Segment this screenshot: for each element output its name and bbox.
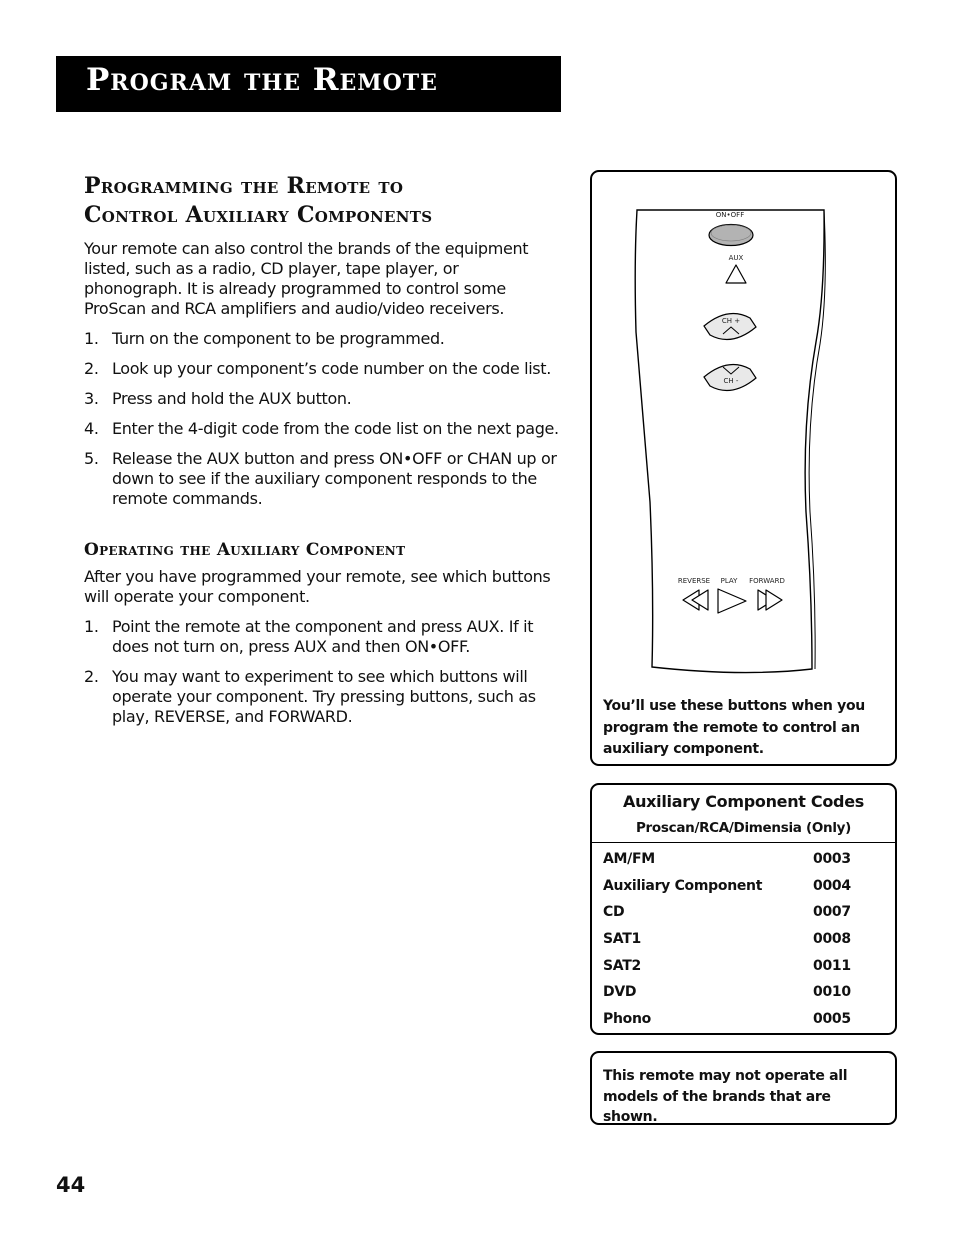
component-name: CD xyxy=(603,904,625,920)
component-name: DVD xyxy=(603,984,637,1000)
step-number: 2. xyxy=(84,667,99,686)
step-text: Enter the 4-digit code from the code list on the next page. xyxy=(112,419,559,438)
heading-line-1: Programming the Remote to xyxy=(84,173,404,199)
step-number: 3. xyxy=(84,389,99,408)
component-name: SAT2 xyxy=(603,957,641,974)
list-item xyxy=(84,667,560,727)
forward-label: FORWARD xyxy=(749,577,785,585)
codes-table-box xyxy=(590,783,897,1035)
component-code: 0005 xyxy=(813,1011,851,1027)
table-row xyxy=(603,878,885,898)
step-number: 2. xyxy=(84,359,99,378)
channel-down-label: CH - xyxy=(723,377,739,385)
play-label: PLAY xyxy=(720,577,738,585)
component-code: 0004 xyxy=(813,877,851,894)
on-off-label: ON•OFF xyxy=(715,211,745,219)
aux-label: AUX xyxy=(728,254,744,262)
heading-line-2: Control Auxiliary Components xyxy=(84,202,433,228)
programming-intro: Your remote can also control the brands of the equipment listed, such as a radio, CD player, tape player, or phonograph. It is already programmed to control some ProScan and RCA amplifiers and audio/video receivers. xyxy=(84,239,529,318)
codes-divider xyxy=(592,842,895,843)
reverse-label: REVERSE xyxy=(677,577,711,585)
table-row xyxy=(603,958,885,978)
note-box xyxy=(590,1051,897,1125)
step-number: 4. xyxy=(84,419,99,438)
step-text: Look up your component’s code number on the code list. xyxy=(112,359,551,378)
step-text: Press and hold the AUX button. xyxy=(112,389,352,408)
codes-title: Auxiliary Component Codes xyxy=(622,792,864,811)
list-item xyxy=(84,419,560,439)
step-text: You may want to experiment to see which buttons will operate your component. Try pressing buttons, such as play, REVERSE, and FORWARD. xyxy=(112,667,536,726)
table-row xyxy=(603,1011,885,1031)
table-row xyxy=(603,931,885,951)
list-item xyxy=(84,389,560,409)
list-item xyxy=(84,329,560,349)
step-number: 1. xyxy=(84,617,99,636)
step-text: Release the AUX button and press ON•OFF or CHAN up or down to see if the auxiliary component responds to the remote commands. xyxy=(112,449,557,508)
list-item xyxy=(84,617,560,657)
component-name: Auxiliary Component xyxy=(603,877,763,894)
instructions-column xyxy=(84,172,560,737)
page-title: Program the Remote xyxy=(86,62,438,98)
step-number: 1. xyxy=(84,329,99,348)
table-row xyxy=(603,851,885,871)
remote-illustration xyxy=(592,172,894,692)
section-heading-operating: Operating the Auxiliary Component xyxy=(84,540,406,560)
page-banner xyxy=(56,56,561,112)
component-code: 0011 xyxy=(813,957,851,974)
note-text: This remote may not operate all models of the brands that are shown. xyxy=(603,1068,848,1125)
programming-steps xyxy=(84,329,560,509)
component-code: 0003 xyxy=(813,851,851,867)
page-number: 44 xyxy=(56,1173,86,1197)
component-name: AM/FM xyxy=(603,851,655,867)
operating-steps xyxy=(84,617,560,727)
component-name: SAT1 xyxy=(603,931,641,947)
step-number: 5. xyxy=(84,449,99,468)
codes-subtitle: Proscan/RCA/Dimensia (Only) xyxy=(635,820,852,836)
component-code: 0008 xyxy=(813,931,851,947)
list-item xyxy=(84,359,560,379)
operating-intro: After you have programmed your remote, see which buttons will operate your component. xyxy=(84,567,551,606)
step-text: Point the remote at the component and press AUX. If it does not turn on, press AUX and then ON•OFF. xyxy=(112,617,534,656)
list-item xyxy=(84,449,560,509)
component-code: 0007 xyxy=(813,904,851,920)
component-code: 0010 xyxy=(813,984,851,1000)
remote-illustration-box xyxy=(590,170,897,766)
table-row xyxy=(603,984,885,1004)
component-name: Phono xyxy=(603,1011,651,1027)
table-row xyxy=(603,904,885,924)
step-text: Turn on the component to be programmed. xyxy=(112,329,445,348)
channel-up-label: CH + xyxy=(721,317,741,325)
remote-caption: You’ll use these buttons when you program the remote to control an auxiliary component. xyxy=(603,698,865,757)
section-heading-programming xyxy=(84,172,560,230)
